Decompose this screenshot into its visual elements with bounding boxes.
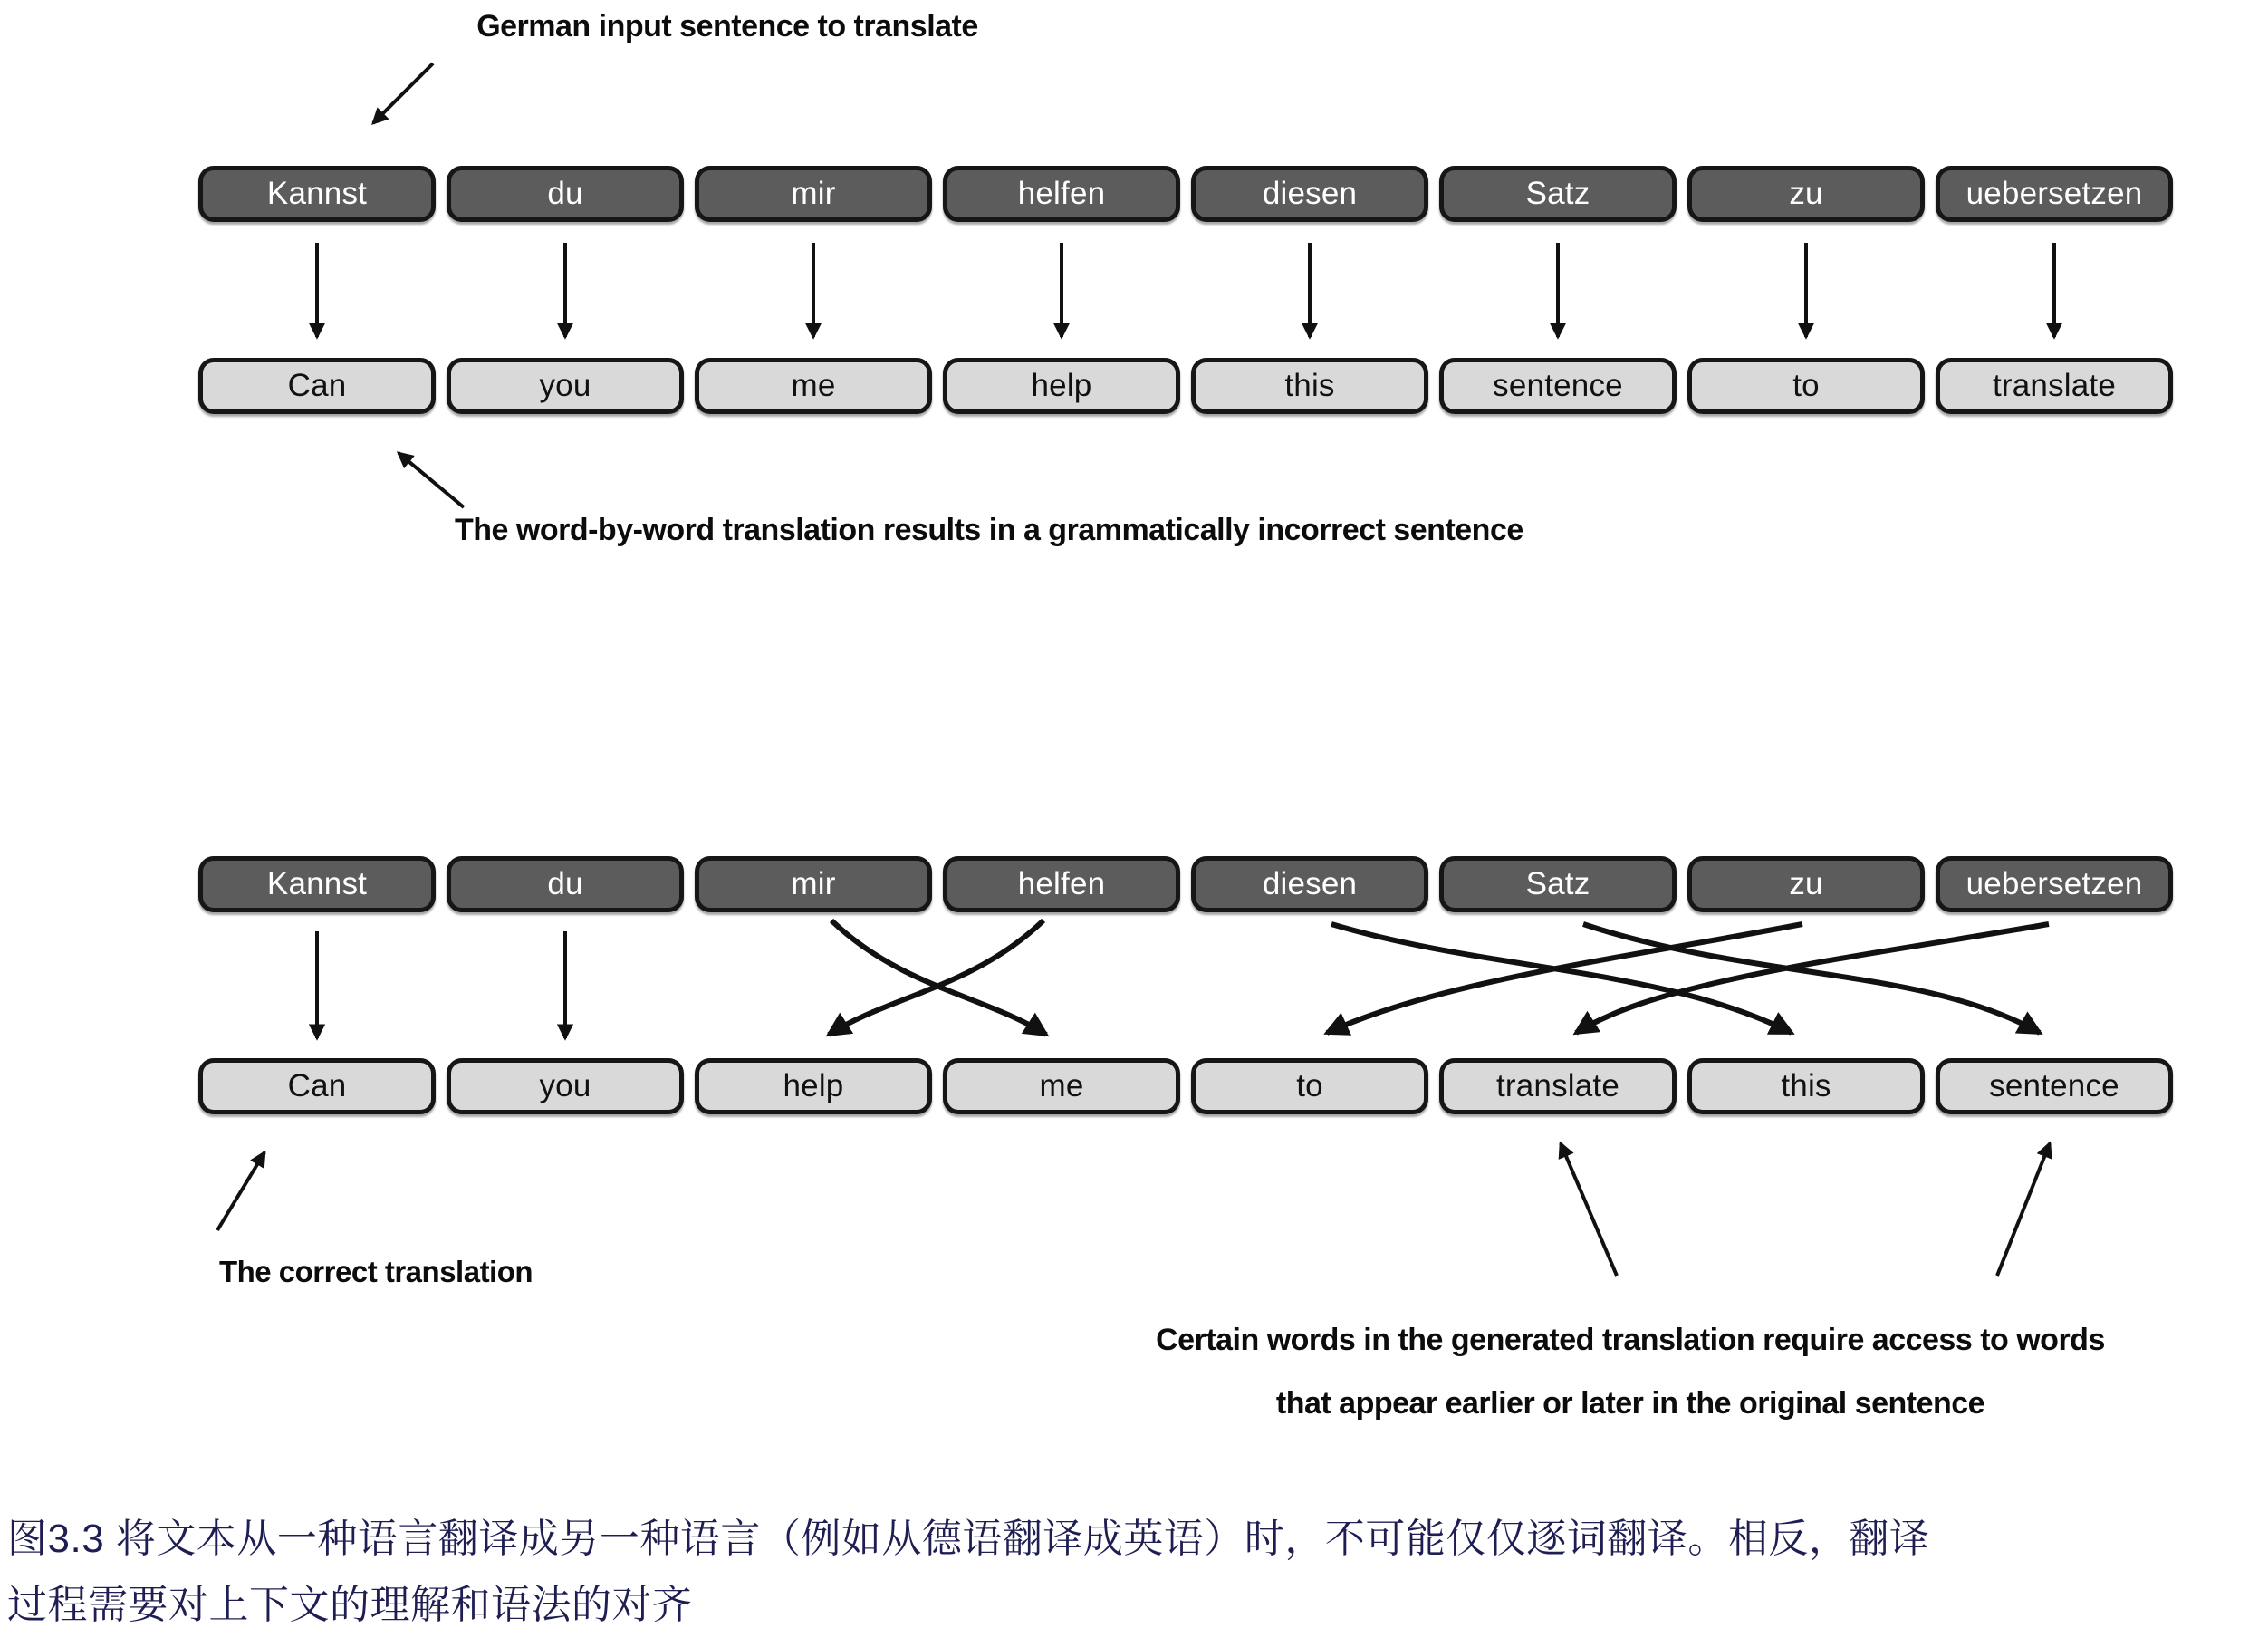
german-word-box: diesen — [1191, 856, 1428, 912]
pointer-arrow-german-input — [373, 63, 433, 123]
figure-caption — [7, 1506, 2263, 1638]
german-word-box: zu — [1687, 166, 1925, 222]
annotation-context-line2: that appear earlier or later in the original sentence — [1275, 1386, 1985, 1421]
annotation-context-line1: Certain words in the generated translation require access to words — [1156, 1323, 2105, 1357]
english-word-box: help — [695, 1058, 932, 1114]
german-word-box: Kannst — [198, 856, 436, 912]
german-word-box: mir — [695, 856, 932, 912]
english-word-box: Can — [198, 1058, 436, 1114]
english-word-box: me — [943, 1058, 1180, 1114]
bottom-crossing-arrows — [829, 920, 2049, 1035]
bottom-straight-arrows — [317, 931, 565, 1038]
german-word-box: diesen — [1191, 166, 1428, 222]
pointer-arrow-word-by-word — [399, 453, 464, 507]
english-word-box: you — [447, 358, 684, 414]
pointer-arrow-correct-translation — [217, 1152, 264, 1230]
english-word-box: Can — [198, 358, 436, 414]
alignment-arrow-satz-sentence — [1583, 924, 2040, 1033]
german-word-box: helfen — [943, 856, 1180, 912]
german-word-box: uebersetzen — [1936, 856, 2173, 912]
german-word-box: zu — [1687, 856, 1925, 912]
english-word-box: this — [1191, 358, 1428, 414]
english-word-box: to — [1191, 1058, 1428, 1114]
caption-line2: 过程需要对上下文的理解和语法的对齐 — [7, 1583, 693, 1627]
english-word-box: sentence — [1439, 358, 1677, 414]
german-word-box: du — [447, 856, 684, 912]
annotation-correct-translation: The correct translation — [218, 1255, 533, 1288]
german-word-box: Kannst — [198, 166, 436, 222]
english-word-box: you — [447, 1058, 684, 1114]
german-word-box: helfen — [943, 166, 1180, 222]
pointer-arrow-to-sentence — [1997, 1143, 2050, 1276]
english-word-box: translate — [1439, 1058, 1677, 1114]
english-word-box: help — [943, 358, 1180, 414]
german-word-box: mir — [695, 166, 932, 222]
english-word-box: me — [695, 358, 932, 414]
annotation-german-input: German input sentence to translate — [476, 9, 978, 43]
annotation-arrows — [217, 63, 2050, 1276]
german-word-box: Satz — [1439, 856, 1677, 912]
english-word-box: to — [1687, 358, 1925, 414]
top-alignment-arrows — [317, 243, 2054, 337]
caption-line1: 图3.3 将文本从一种语言翻译成另一种语言（例如从德语翻译成英语）时，不可能仅仅逐词翻译。相反，翻译 — [7, 1517, 1930, 1561]
english-word-box: translate — [1936, 358, 2173, 414]
german-word-box: uebersetzen — [1936, 166, 2173, 222]
annotation-word-by-word: The word-by-word translation results in a grammatically incorrect sentence — [455, 513, 1523, 547]
pointer-arrow-to-translate — [1561, 1143, 1617, 1276]
english-word-box: sentence — [1936, 1058, 2173, 1114]
german-word-box: Satz — [1439, 166, 1677, 222]
german-word-box: du — [447, 166, 684, 222]
english-word-box: this — [1687, 1058, 1925, 1114]
